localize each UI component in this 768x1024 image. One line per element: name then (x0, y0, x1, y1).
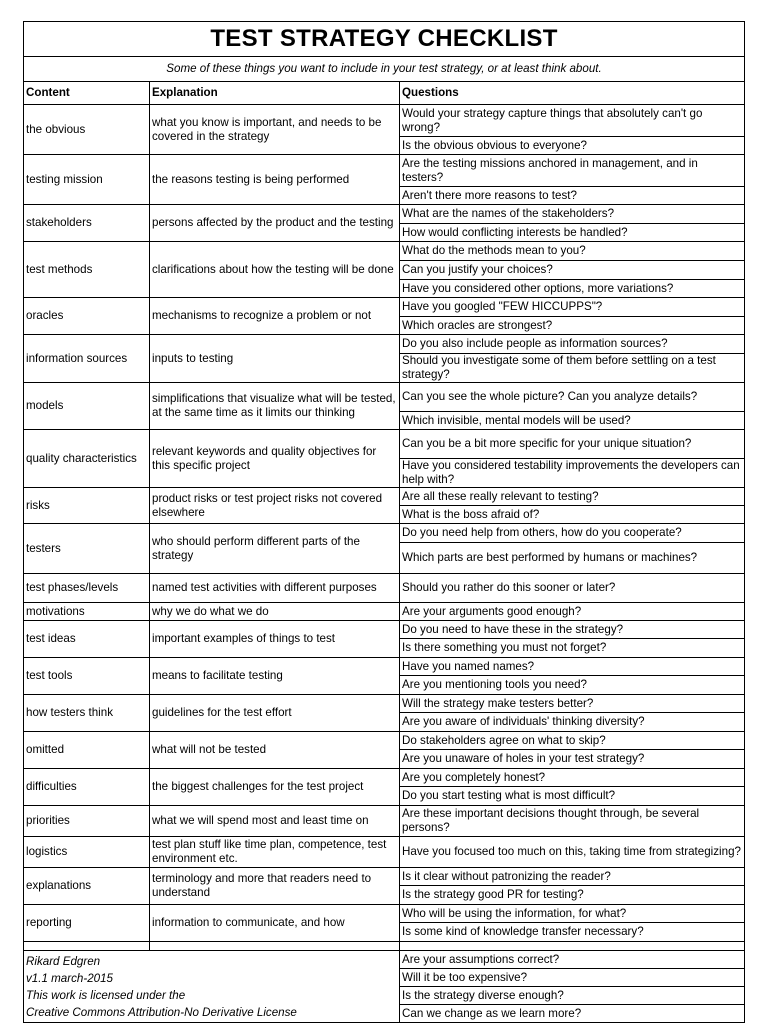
row-explanation: the biggest challenges for the test project (150, 769, 400, 806)
row-content: logistics (24, 837, 150, 868)
row-content: models (24, 383, 150, 430)
row-question: Are your arguments good enough? (400, 603, 745, 621)
row-question: Have you googled "FEW HICCUPPS"? (400, 298, 745, 317)
row-content: the obvious (24, 105, 150, 155)
row-content: test methods (24, 242, 150, 298)
footer-question: Can we change as we learn more? (400, 1005, 745, 1023)
credit-line: This work is licensed under the (26, 988, 186, 1002)
row-question: Can you see the whole picture? Can you analyze details? (400, 383, 745, 412)
credit-line: v1.1 march-2015 (26, 971, 113, 985)
row-question: Are all these really relevant to testing? (400, 488, 745, 506)
checklist-document (23, 21, 744, 1023)
row-question: Should you investigate some of them before settling on a test strategy? (400, 354, 745, 383)
checklist-body (24, 22, 745, 1023)
checklist-table (23, 21, 745, 1023)
row-content: how testers think (24, 695, 150, 732)
row-explanation: test plan stuff like time plan, competence, test environment etc. (150, 837, 400, 868)
footer-question: Are your assumptions correct? (400, 951, 745, 969)
checklist-row (24, 837, 745, 868)
checklist-row (24, 430, 745, 459)
row-content: oracles (24, 298, 150, 335)
row-content: information sources (24, 335, 150, 383)
row-question: Is the obvious obvious to everyone? (400, 137, 745, 155)
row-content: test tools (24, 658, 150, 695)
checklist-row (24, 488, 745, 506)
checklist-row (24, 155, 745, 187)
row-explanation: what we will spend most and least time on (150, 806, 400, 837)
row-explanation: simplifications that visualize what will be tested, at the same time as it limits our thinking (150, 383, 400, 430)
row-explanation: information to communicate, and how (150, 905, 400, 942)
checklist-row (24, 806, 745, 837)
row-question: Do you start testing what is most difficult? (400, 787, 745, 806)
checklist-row (24, 205, 745, 224)
row-question: Would your strategy capture things that absolutely can't go wrong? (400, 105, 745, 137)
document-subtitle: Some of these things you want to include in your test strategy, or at least think about. (24, 57, 745, 82)
row-content: test phases/levels (24, 574, 150, 603)
spacer-cell (24, 942, 150, 951)
checklist-row (24, 695, 745, 713)
row-explanation: clarifications about how the testing will be done (150, 242, 400, 298)
row-question: Can you justify your choices? (400, 261, 745, 280)
spacer-row (24, 942, 745, 951)
row-content: stakeholders (24, 205, 150, 242)
row-question: Which invisible, mental models will be used? (400, 412, 745, 430)
header-explanation: Explanation (150, 82, 400, 105)
row-content: testers (24, 524, 150, 574)
checklist-row (24, 905, 745, 923)
row-question: Can you be a bit more specific for your unique situation? (400, 430, 745, 459)
row-question: Do you need to have these in the strategy? (400, 621, 745, 639)
row-content: test ideas (24, 621, 150, 658)
checklist-row (24, 524, 745, 543)
row-question: Who will be using the information, for what? (400, 905, 745, 923)
row-question: Which oracles are strongest? (400, 317, 745, 335)
row-question: Is some kind of knowledge transfer necessary? (400, 923, 745, 942)
row-explanation: mechanisms to recognize a problem or not (150, 298, 400, 335)
row-question: Aren't there more reasons to test? (400, 187, 745, 205)
row-content: priorities (24, 806, 150, 837)
row-question: Have you focused too much on this, taking time from strategizing? (400, 837, 745, 868)
checklist-row (24, 658, 745, 676)
row-explanation: product risks or test project risks not covered elsewhere (150, 488, 400, 524)
author-credits (24, 951, 400, 1023)
row-content: reporting (24, 905, 150, 942)
checklist-row (24, 732, 745, 750)
row-question: Are you aware of individuals' thinking diversity? (400, 713, 745, 732)
row-question: Do you need help from others, how do you cooperate? (400, 524, 745, 543)
row-question: Are the testing missions anchored in management, and in testers? (400, 155, 745, 187)
spacer-cell (400, 942, 745, 951)
row-question: Have you considered other options, more variations? (400, 280, 745, 298)
header-questions: Questions (400, 82, 745, 105)
checklist-row (24, 105, 745, 137)
row-question: Which parts are best performed by humans or machines? (400, 543, 745, 574)
row-explanation: inputs to testing (150, 335, 400, 383)
row-question: Are these important decisions thought through, be several persons? (400, 806, 745, 837)
row-explanation: persons affected by the product and the testing (150, 205, 400, 242)
checklist-row (24, 383, 745, 412)
row-question: How would conflicting interests be handled? (400, 224, 745, 242)
credit-line: Creative Commons Attribution-No Derivative License (26, 1005, 297, 1019)
checklist-row (24, 574, 745, 603)
row-explanation: guidelines for the test effort (150, 695, 400, 732)
row-explanation: what you know is important, and needs to be covered in the strategy (150, 105, 400, 155)
checklist-row (24, 621, 745, 639)
row-explanation: relevant keywords and quality objectives for this specific project (150, 430, 400, 488)
row-content: quality characteristics (24, 430, 150, 488)
row-content: risks (24, 488, 150, 524)
document-title: TEST STRATEGY CHECKLIST (24, 22, 745, 57)
row-question: Have you considered testability improvements the developers can help with? (400, 459, 745, 488)
footer-row (24, 951, 745, 969)
checklist-row (24, 242, 745, 261)
checklist-row (24, 769, 745, 787)
row-explanation: what will not be tested (150, 732, 400, 769)
checklist-row (24, 603, 745, 621)
row-explanation: means to facilitate testing (150, 658, 400, 695)
header-content: Content (24, 82, 150, 105)
row-explanation: why we do what we do (150, 603, 400, 621)
footer-question: Will it be too expensive? (400, 969, 745, 987)
row-question: Should you rather do this sooner or later? (400, 574, 745, 603)
row-explanation: important examples of things to test (150, 621, 400, 658)
row-question: What do the methods mean to you? (400, 242, 745, 261)
row-content: motivations (24, 603, 150, 621)
row-question: Is it clear without patronizing the reader? (400, 868, 745, 886)
header-row (24, 82, 745, 105)
row-question: Are you unaware of holes in your test strategy? (400, 750, 745, 769)
checklist-row (24, 335, 745, 354)
row-question: Are you completely honest? (400, 769, 745, 787)
row-question: Will the strategy make testers better? (400, 695, 745, 713)
checklist-row (24, 868, 745, 886)
checklist-row (24, 298, 745, 317)
row-explanation: the reasons testing is being performed (150, 155, 400, 205)
row-question: Is the strategy good PR for testing? (400, 886, 745, 905)
row-question: What are the names of the stakeholders? (400, 205, 745, 224)
row-question: Do stakeholders agree on what to skip? (400, 732, 745, 750)
row-content: testing mission (24, 155, 150, 205)
row-explanation: named test activities with different purposes (150, 574, 400, 603)
row-question: Do you also include people as information sources? (400, 335, 745, 354)
footer-question: Is the strategy diverse enough? (400, 987, 745, 1005)
row-content: omitted (24, 732, 150, 769)
row-question: Is there something you must not forget? (400, 639, 745, 658)
credit-line: Rikard Edgren (26, 954, 101, 968)
row-question: What is the boss afraid of? (400, 506, 745, 524)
row-question: Are you mentioning tools you need? (400, 676, 745, 695)
row-question: Have you named names? (400, 658, 745, 676)
row-content: difficulties (24, 769, 150, 806)
spacer-cell (150, 942, 400, 951)
row-content: explanations (24, 868, 150, 905)
row-explanation: terminology and more that readers need to understand (150, 868, 400, 905)
row-explanation: who should perform different parts of the strategy (150, 524, 400, 574)
